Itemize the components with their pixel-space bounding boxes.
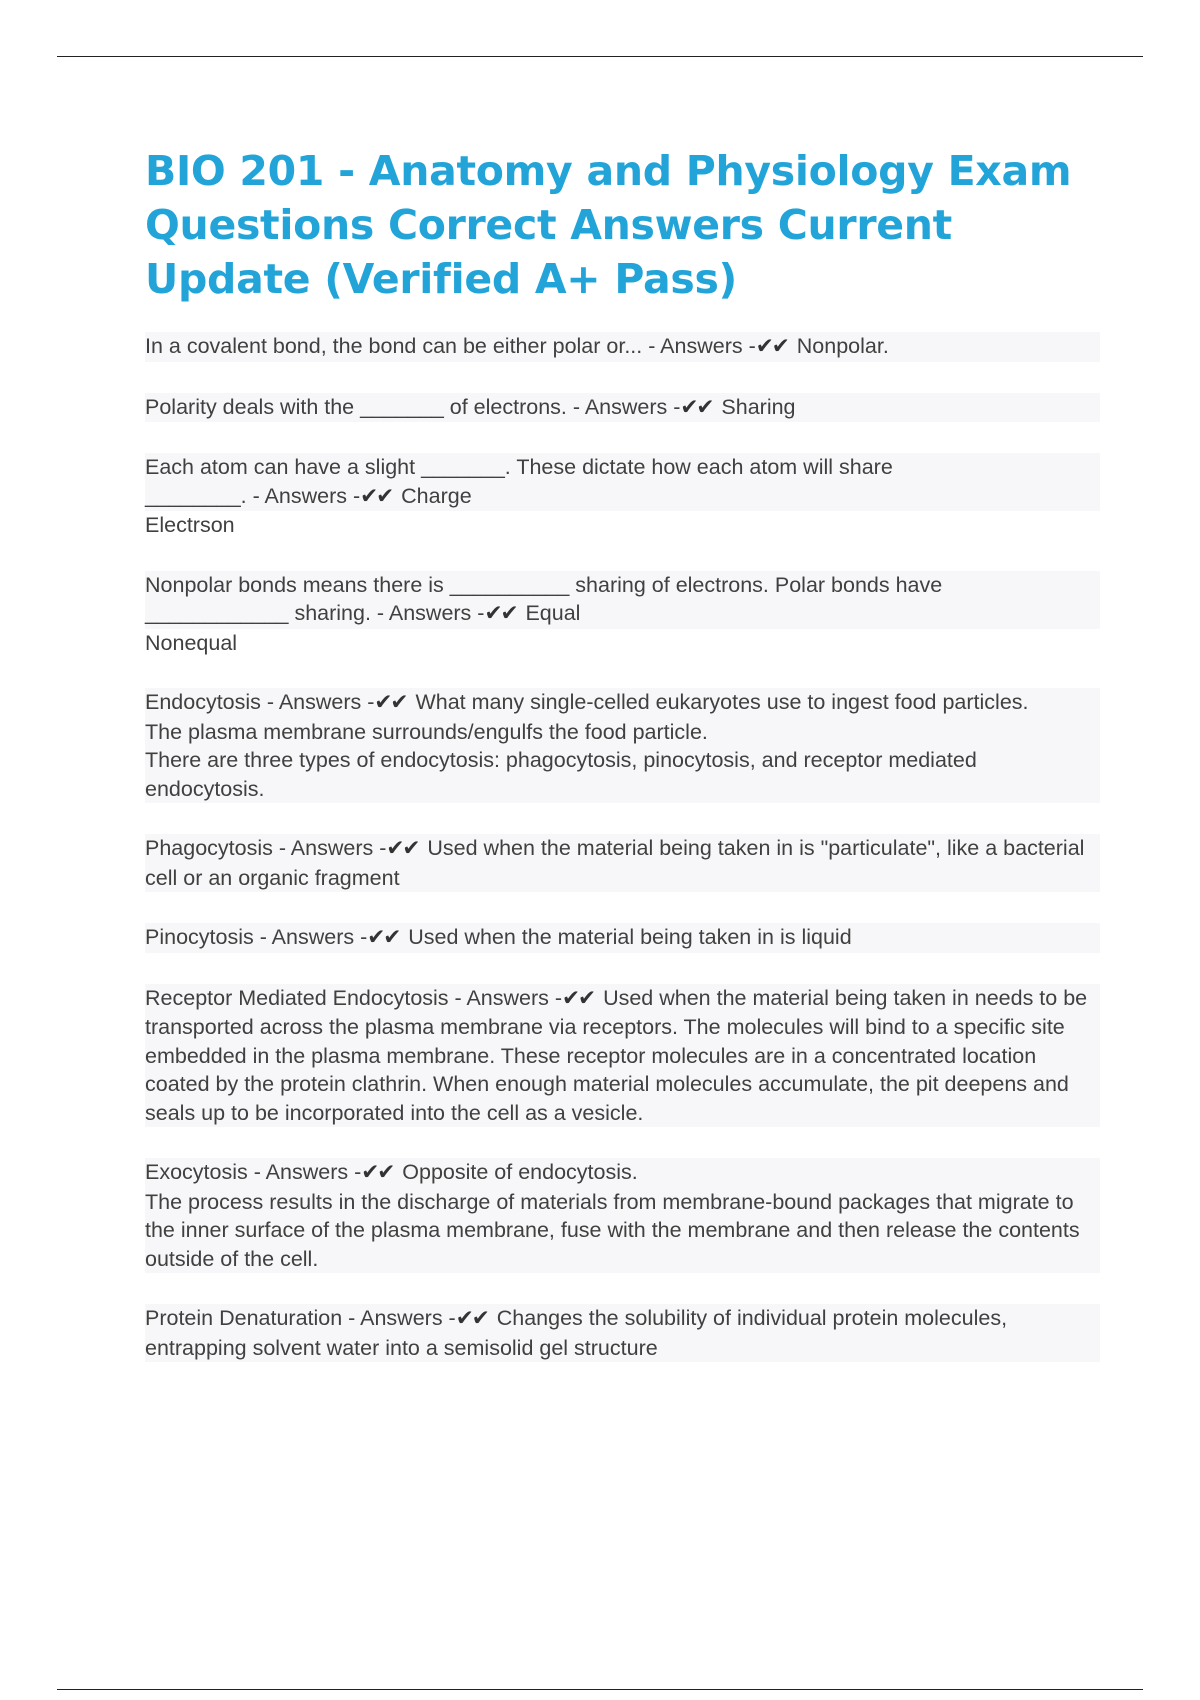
qa-item [145, 1304, 1100, 1362]
answer-text: Changes the solubility of individual protein molecules, entrapping solvent water into a semisolid gel structure [145, 1306, 1008, 1360]
question-text: Receptor Mediated Endocytosis - Answers - [145, 985, 563, 1010]
answer-text: What many single-celled eukaryotes use to ingest food particles. [415, 690, 1029, 714]
document-body [145, 144, 1100, 1393]
qa-item [145, 984, 1100, 1128]
top-rule [57, 56, 1143, 57]
qa-item [145, 923, 1100, 953]
question-text: Protein Denaturation - Answers - [145, 1306, 456, 1330]
double-check-icon: ✔✔ [484, 601, 517, 626]
answer-text: Opposite of endocytosis. [402, 1160, 638, 1184]
double-check-icon: ✔✔ [562, 985, 595, 1011]
qa-item [145, 1158, 1100, 1273]
question-text: Endocytosis - Answers - [145, 690, 375, 714]
double-check-icon: ✔✔ [367, 925, 400, 950]
answer-text: Used when the material being taken in is "particulate", like a bacterial cell or an organic fragment [145, 836, 1085, 890]
answer-text: Electrson [145, 513, 235, 537]
answer-text: Equal [525, 601, 581, 625]
question-text: Polarity deals with the _______ of electrons. - Answers - [145, 394, 681, 419]
double-check-icon: ✔✔ [386, 836, 419, 861]
document-title: BIO 201 - Anatomy and Physiology Exam Questions Correct Answers Current Update (Verified A+ Pass) [145, 147, 1072, 303]
answer-text: Nonpolar. [796, 334, 889, 358]
double-check-icon: ✔✔ [455, 1306, 488, 1331]
answer-text: Sharing [721, 394, 796, 419]
double-check-icon: ✔✔ [360, 483, 393, 509]
qa-item [145, 332, 1100, 362]
answer-text: Charge [401, 483, 472, 508]
answer-text: Used when the material being taken in needs to be transported across the plasma membrane via receptors. The molecules will bind to a specific site embedded in the plasma membrane. These receptor molecules are in a concentrated location coated by the protein clathrin. When enough material molecules accumulate, the pit deepens and seals up to be incorporated into the cell as a vesicle. [145, 985, 1088, 1125]
question-text: In a covalent bond, the bond can be either polar or... - Answers - [145, 334, 756, 358]
question-text: Phagocytosis - Answers - [145, 836, 387, 860]
qa-item [145, 688, 1100, 803]
question-text: ________. - Answers - [145, 483, 361, 508]
qa-list [145, 332, 1100, 1362]
bottom-rule [57, 1689, 1143, 1690]
answer-text: Used when the material being taken in is liquid [408, 925, 852, 949]
question-text: Nonpolar bonds means there is __________ sharing of electrons. Polar bonds have [145, 571, 1100, 600]
qa-item [145, 393, 1100, 423]
qa-item [145, 834, 1100, 892]
answer-text: Nonequal [145, 630, 238, 655]
answer-text: The plasma membrane surrounds/engulfs the food particle. [145, 718, 1100, 747]
qa-item [145, 453, 1100, 540]
double-check-icon: ✔✔ [374, 690, 407, 715]
question-text: ____________ sharing. - Answers - [145, 601, 485, 625]
double-check-icon: ✔✔ [680, 394, 713, 420]
question-text: Pinocytosis - Answers - [145, 925, 368, 949]
qa-item [145, 571, 1100, 658]
question-text: Each atom can have a slight _______. These dictate how each atom will share [145, 453, 1100, 482]
double-check-icon: ✔✔ [361, 1160, 394, 1185]
answer-text: The process results in the discharge of materials from membrane-bound packages that migrate to the inner surface of the plasma membrane, fuse with the membrane and then release the contents outside of the cell. [145, 1188, 1100, 1274]
double-check-icon: ✔✔ [755, 334, 788, 359]
question-text: Exocytosis - Answers - [145, 1160, 362, 1184]
answer-text: There are three types of endocytosis: phagocytosis, pinocytosis, and receptor mediated endocytosis. [145, 746, 1100, 803]
